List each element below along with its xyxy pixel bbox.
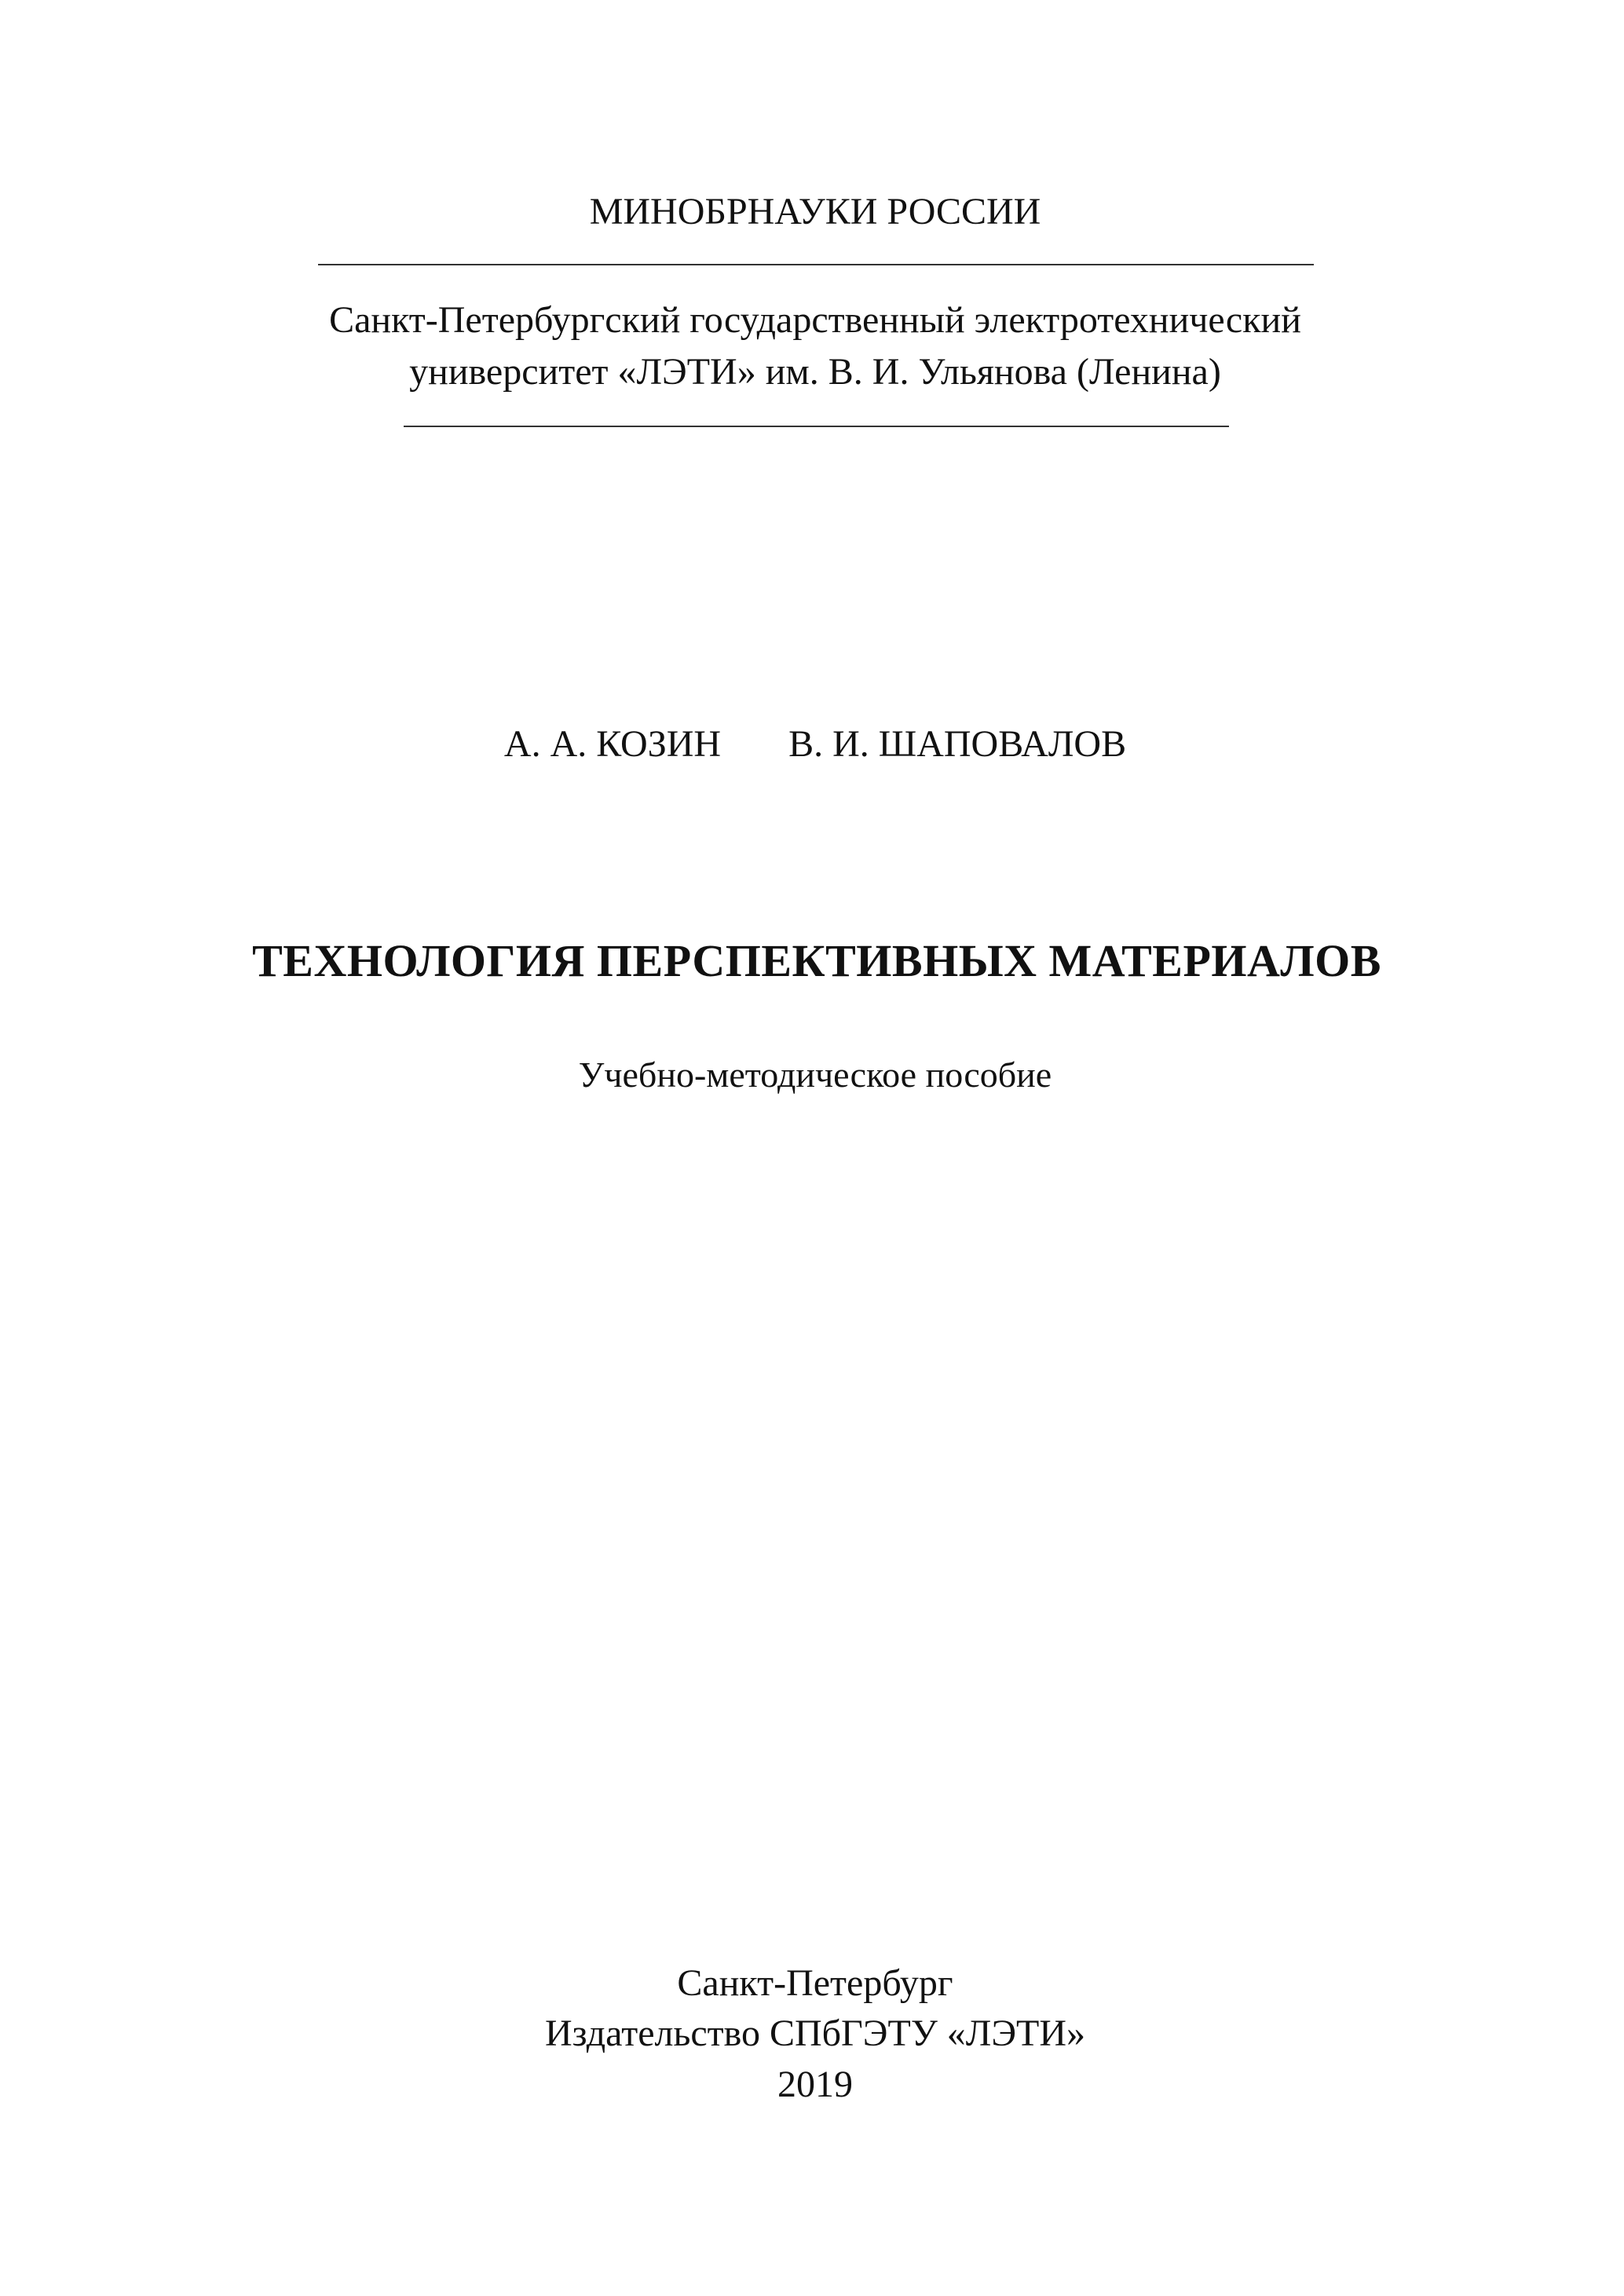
- imprint-city: Санкт-Петербург: [677, 1962, 953, 2004]
- author-kozin: А. А. КОЗИН: [503, 723, 722, 765]
- header-divider-top: [318, 264, 1314, 265]
- book-title: ТЕХНОЛОГИЯ ПЕРСПЕКТИВНЫХ МАТЕРИАЛОВ: [252, 935, 1381, 986]
- author-shapovalov: В. И. ШАПОВАЛОВ: [788, 723, 1127, 765]
- book-subtitle: Учебно-методическое пособие: [578, 1055, 1052, 1095]
- header-divider-bottom: [404, 426, 1229, 427]
- ministry-name: МИНОБРНАУКИ РОССИИ: [589, 191, 1041, 232]
- imprint-year: 2019: [777, 2064, 853, 2105]
- university-name-line-1: Санкт-Петербургский государственный электротехнический: [329, 299, 1301, 341]
- authors: [3, 723, 1624, 765]
- imprint-publisher: Издательство СПбГЭТУ «ЛЭТИ»: [544, 2013, 1086, 2054]
- university-name-line-2: университет «ЛЭТИ» им. В. И. Ульянова (Ленина): [409, 351, 1221, 393]
